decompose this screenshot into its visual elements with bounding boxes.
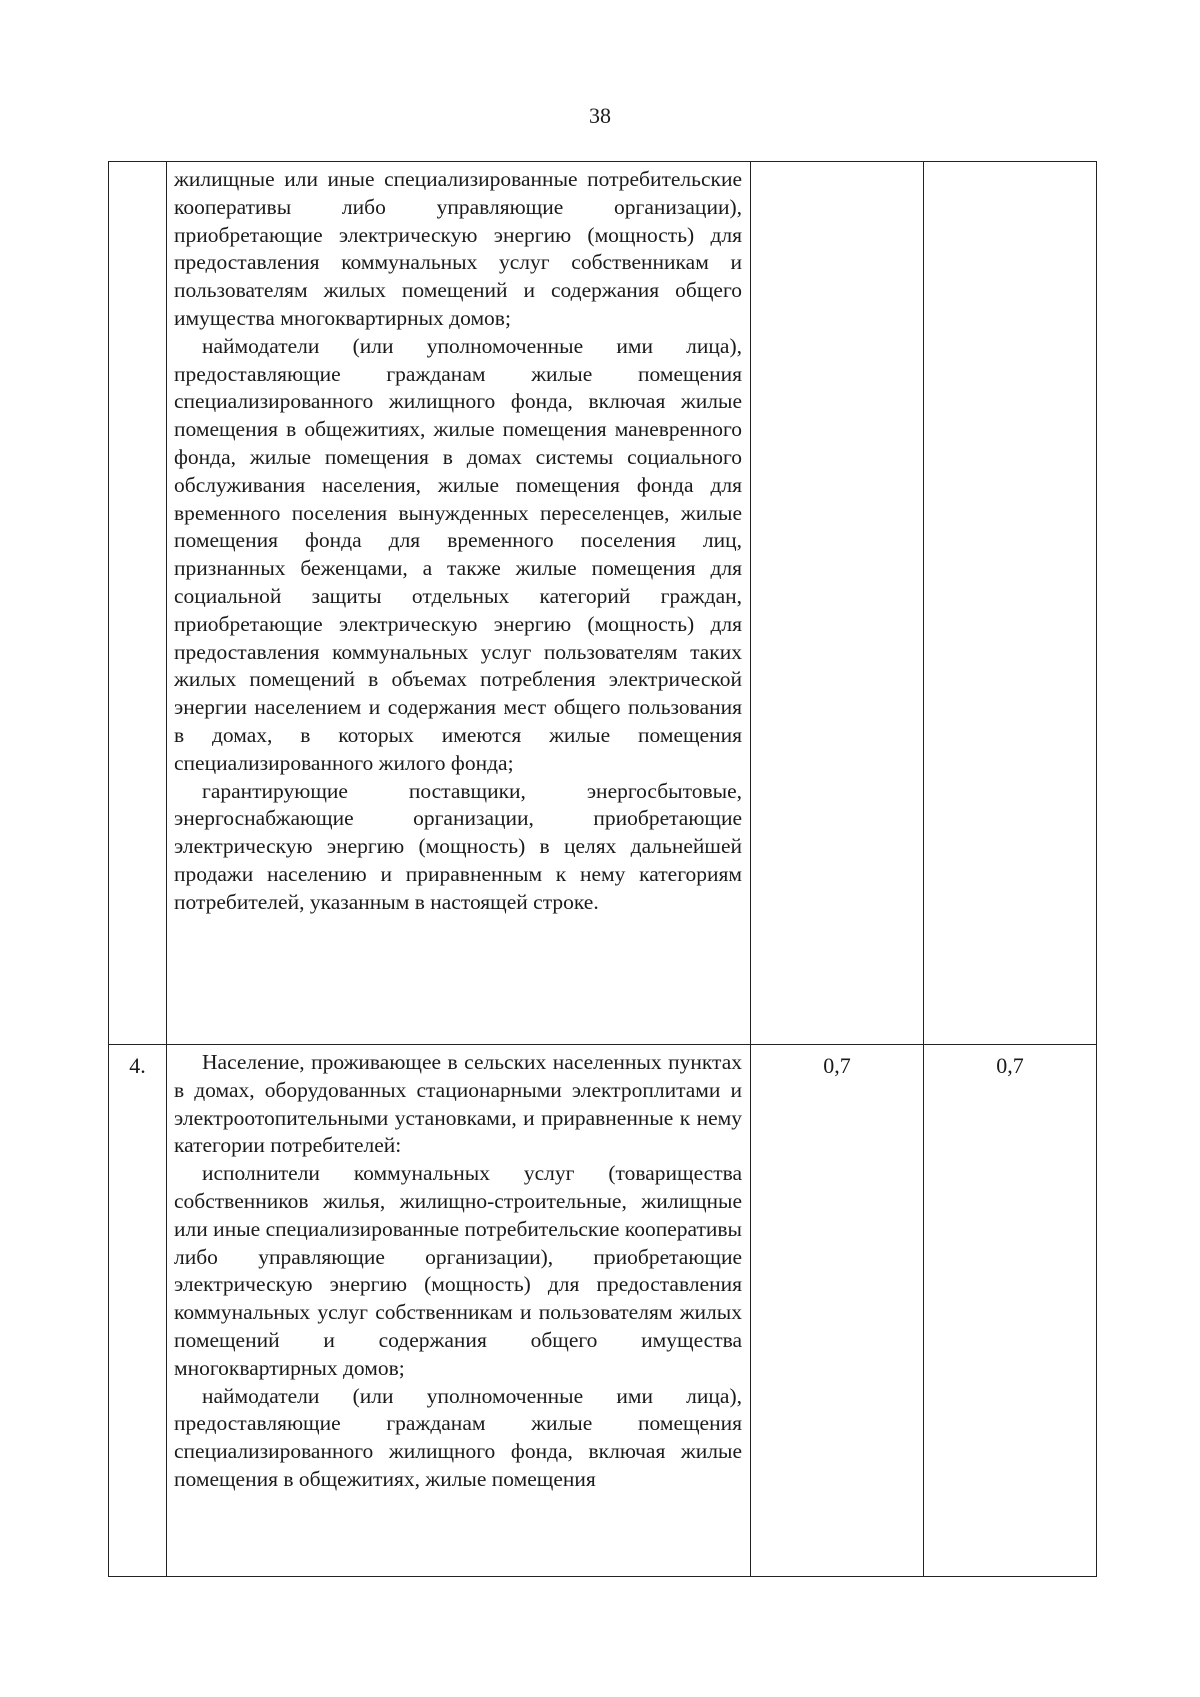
row-number: 4. — [109, 1045, 167, 1577]
row-value-2: 0,7 — [924, 1045, 1097, 1577]
row-value-2 — [924, 162, 1097, 1045]
row-value-1: 0,7 — [751, 1045, 924, 1577]
table-row — [109, 1045, 1097, 1577]
row-value-1 — [751, 162, 924, 1045]
tariff-table — [108, 161, 1097, 1577]
paragraph: Население, проживающее в сельских населенных пунктах в домах, оборудованных стационарными электроплитами и электроотопительными установками, и приравненные к нему категории потребителей: — [174, 1050, 742, 1158]
row-description — [167, 1045, 751, 1577]
page-number: 38 — [589, 103, 611, 128]
table-row — [109, 162, 1097, 1045]
paragraph: жилищные или иные специализированные потребительские кооперативы либо управляющие организации), приобретающие электрическую энергию (мощность) для предоставления коммунальных услуг собственникам и пользователям жилых помещений и содержания общего имущества многоквартирных домов; — [174, 167, 742, 330]
paragraph: исполнители коммунальных услуг (товарищества собственников жилья, жилищно-строительные, жилищные или иные специализированные потребительские кооперативы либо управляющие организации), приобретающие электрическую энергию (мощность) для предоставления коммунальных услуг собственникам и пользователям жилых помещений и содержания общего имущества многоквартирных домов; — [174, 1161, 742, 1380]
paragraph: гарантирующие поставщики, энергосбытовые, энергоснабжающие организации, приобретающие электрическую энергию (мощность) в целях дальнейшей продажи населению и приравненным к нему категориям потребителей, указанным в настоящей строке. — [174, 778, 742, 914]
row-description — [167, 162, 751, 1045]
paragraph: наймодатели (или уполномоченные ими лица), предоставляющие гражданам жилые помещения специализированного жилищного фонда, включая жилые помещения в общежитиях, жилые помещения маневренного фонда, жилые помещения в домах системы социального обслуживания населения, жилые помещения фонда для временного поселения вынужденных переселенцев, жилые помещения фонда для временного поселения лиц, признанных беженцами, а также жилые помещения для социальной защиты отдельных категорий граждан, приобретающие электрическую энергию (мощность) для предоставления коммунальных услуг пользователям таких жилых помещений в объемах потребления электрической энергии населением и содержания мест общего пользования в домах, в которых имеются жилые помещения специализированного жилого фонда; — [174, 333, 742, 775]
row-number — [109, 162, 167, 1045]
paragraph: наймодатели (или уполномоченные ими лица), предоставляющие гражданам жилые помещения специализированного жилищного фонда, включая жилые помещения в общежитиях, жилые помещения — [174, 1383, 742, 1491]
